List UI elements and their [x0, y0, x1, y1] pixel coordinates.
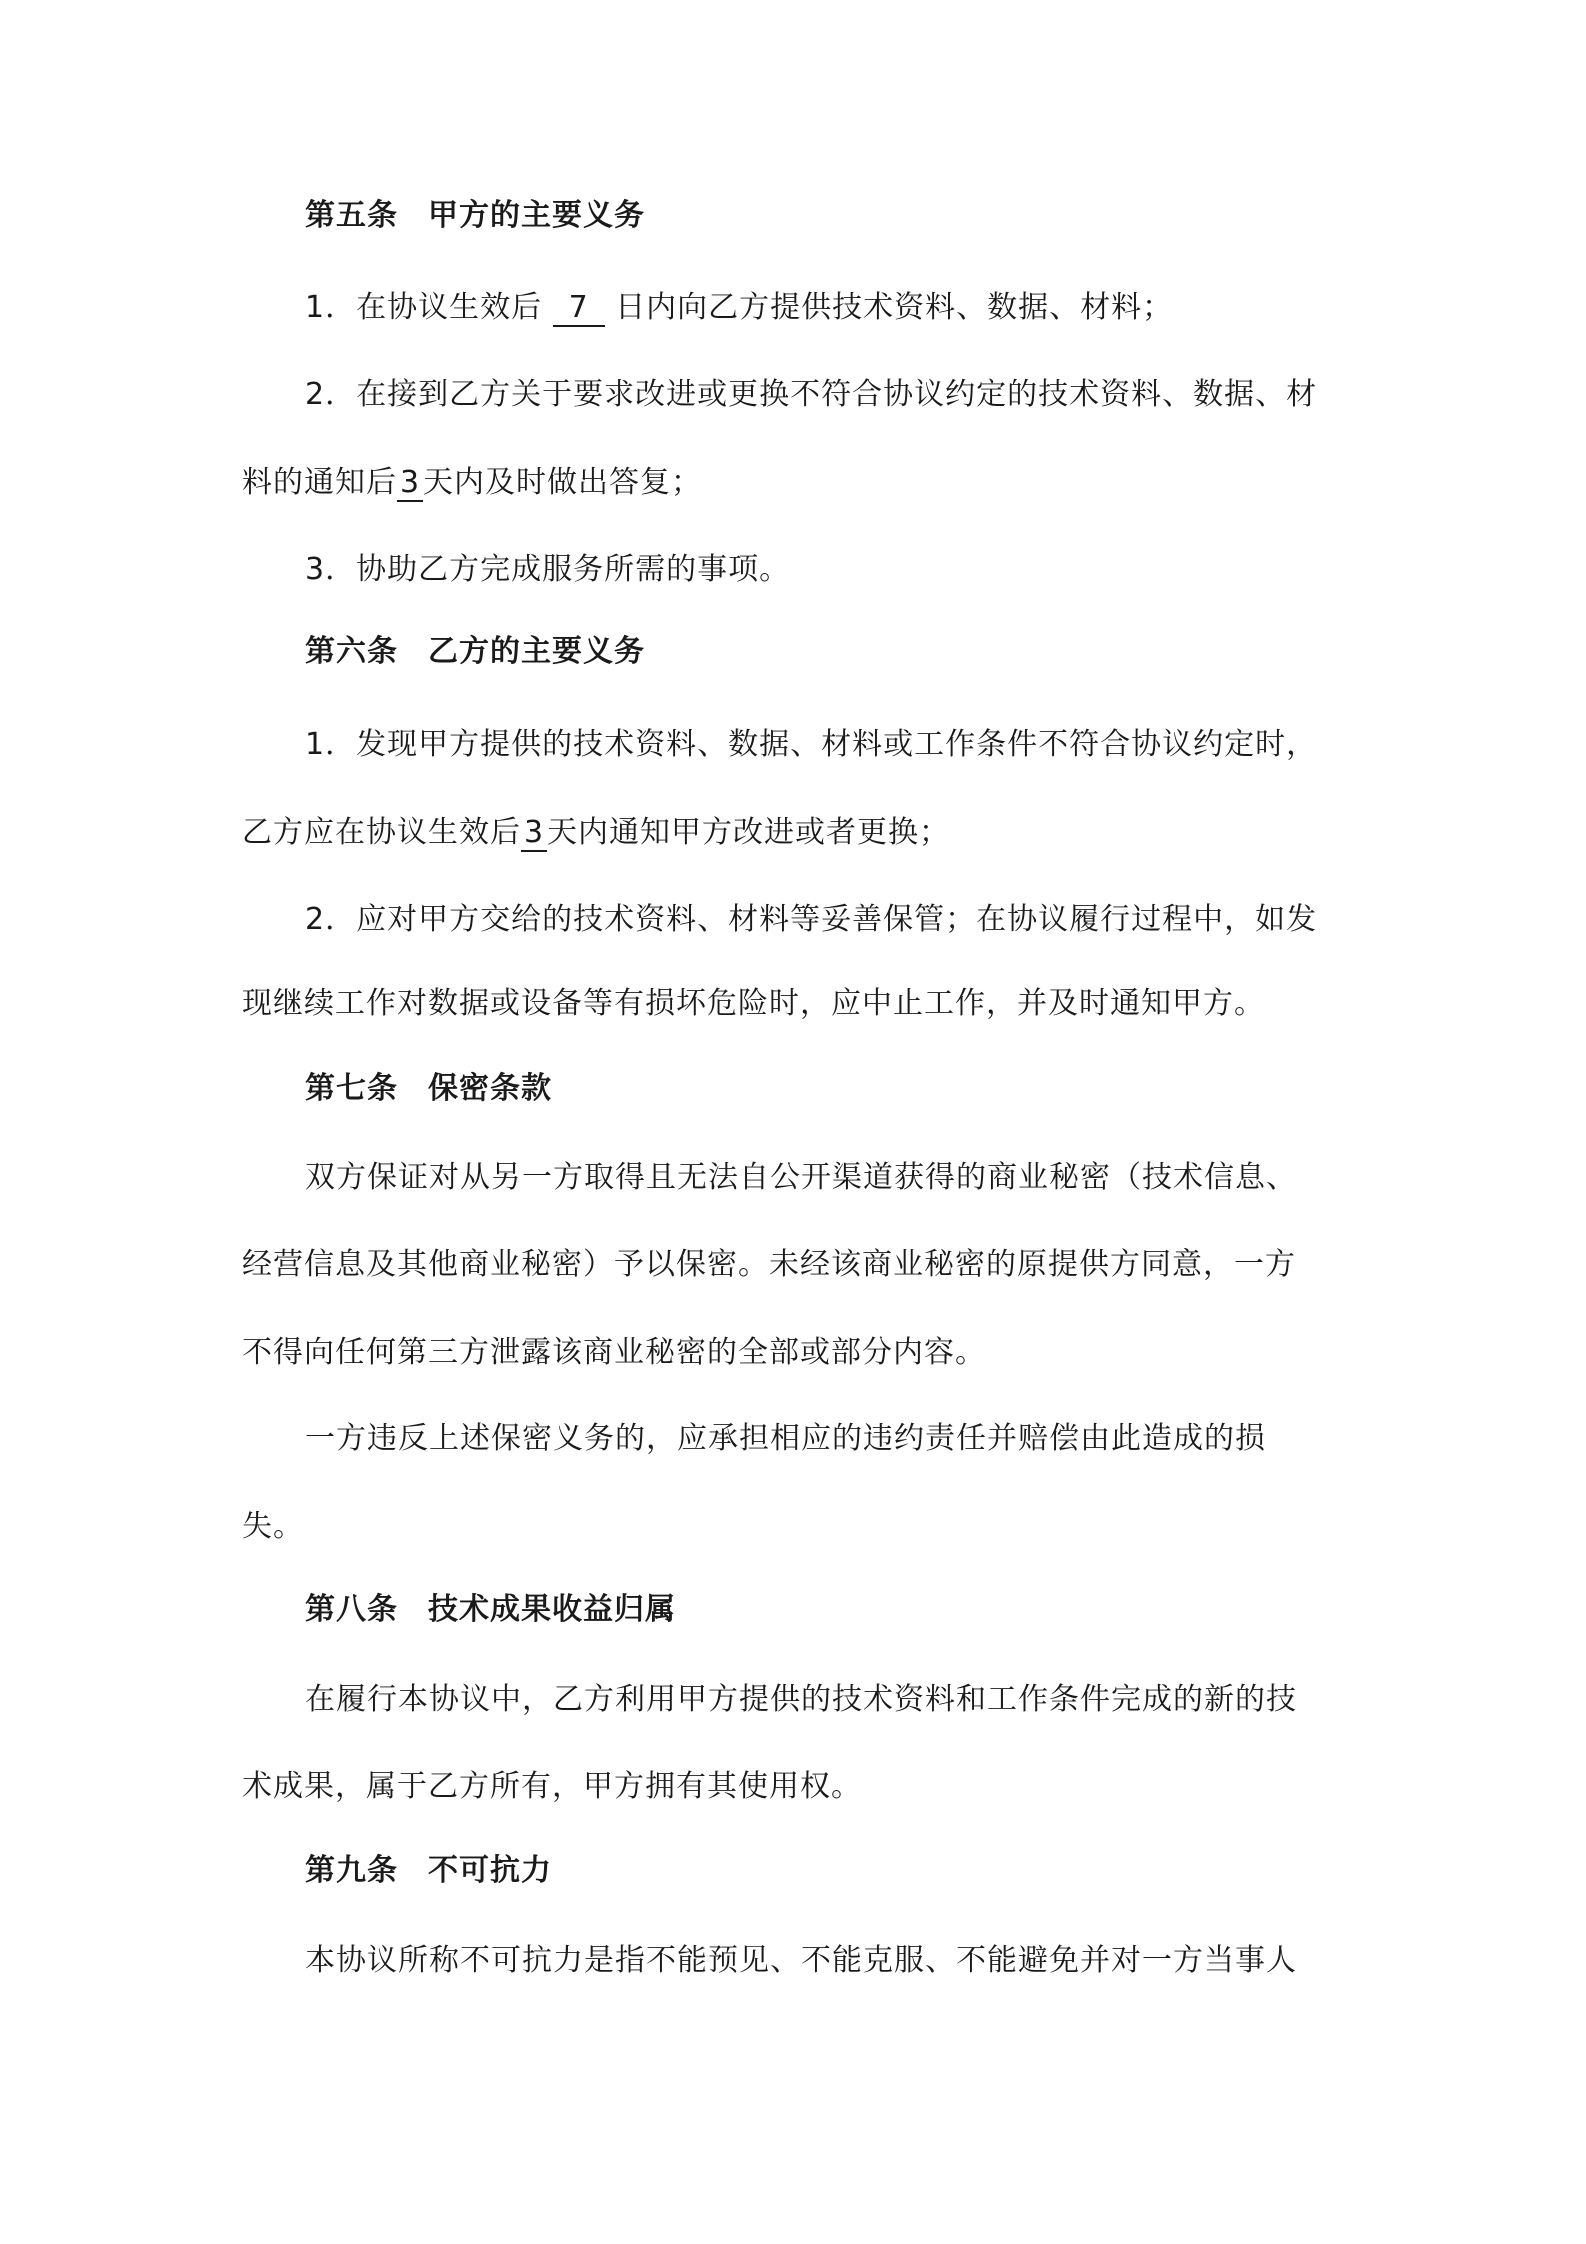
article-5-item-1: 1．在协议生效后 7 日内向乙方提供技术资料、数据、材料；: [305, 290, 1174, 325]
article-6-number: 第六条: [305, 634, 398, 669]
article-6-item-1-line-2: 乙方应在协议生效后3天内通知甲方改进或者更换；: [242, 815, 950, 850]
article-8-number: 第八条: [305, 1592, 398, 1627]
article-5-title: 甲方的主要义务: [428, 198, 645, 233]
article-8-para-line-2: 术成果，属于乙方所有，甲方拥有其使用权。: [242, 1769, 862, 1804]
article-9-para-line-1: 本协议所称不可抗力是指不能预见、不能克服、不能避免并对一方当事人: [305, 1943, 1297, 1978]
article-5-number: 第五条: [305, 198, 398, 233]
article-7-para-2-line-2: 失。: [242, 1509, 304, 1544]
article-6-item-2-line-1: 2．应对甲方交给的技术资料、材料等妥善保管；在协议履行过程中，如发: [305, 902, 1318, 937]
article-5-item-3: 3．协助乙方完成服务所需的事项。: [305, 552, 791, 587]
article-7-para-1-line-1: 双方保证对从另一方取得且无法自公开渠道获得的商业秘密（技术信息、: [305, 1160, 1297, 1195]
article-6-item-1-line-1: 1．发现甲方提供的技术资料、数据、材料或工作条件不符合协议约定时，: [305, 727, 1318, 762]
article-6-title: 乙方的主要义务: [428, 634, 645, 669]
article-7-number: 第七条: [305, 1071, 398, 1106]
article-7-title: 保密条款: [428, 1071, 552, 1106]
article-5-item-2-line-2: 料的通知后3天内及时做出答复；: [242, 465, 702, 500]
article-9-heading: [305, 1851, 552, 1891]
days-blank-3b: 3: [521, 816, 547, 852]
article-6-heading: [305, 632, 645, 672]
article-5-heading: [305, 196, 645, 236]
article-9-title: 不可抗力: [428, 1853, 552, 1888]
article-8-title: 技术成果收益归属: [428, 1592, 676, 1627]
article-8-para-line-1: 在履行本协议中，乙方利用甲方提供的技术资料和工作条件完成的新的技: [305, 1682, 1297, 1717]
article-5-item-2-line-1: 2．在接到乙方关于要求改进或更换不符合协议约定的技术资料、数据、材: [305, 377, 1318, 412]
article-6-item-2-line-2: 现继续工作对数据或设备等有损坏危险时，应中止工作，并及时通知甲方。: [242, 986, 1265, 1021]
article-7-para-2-line-1: 一方违反上述保密义务的，应承担相应的违约责任并赔偿由此造成的损: [305, 1421, 1266, 1456]
article-7-para-1-line-3: 不得向任何第三方泄露该商业秘密的全部或部分内容。: [242, 1335, 986, 1370]
days-blank-3a: 3: [397, 466, 423, 502]
article-7-para-1-line-2: 经营信息及其他商业秘密）予以保密。未经该商业秘密的原提供方同意，一方: [242, 1247, 1296, 1282]
article-8-heading: [305, 1590, 676, 1630]
article-9-number: 第九条: [305, 1853, 398, 1888]
days-blank-7: 7: [553, 291, 605, 327]
article-7-heading: [305, 1069, 552, 1109]
